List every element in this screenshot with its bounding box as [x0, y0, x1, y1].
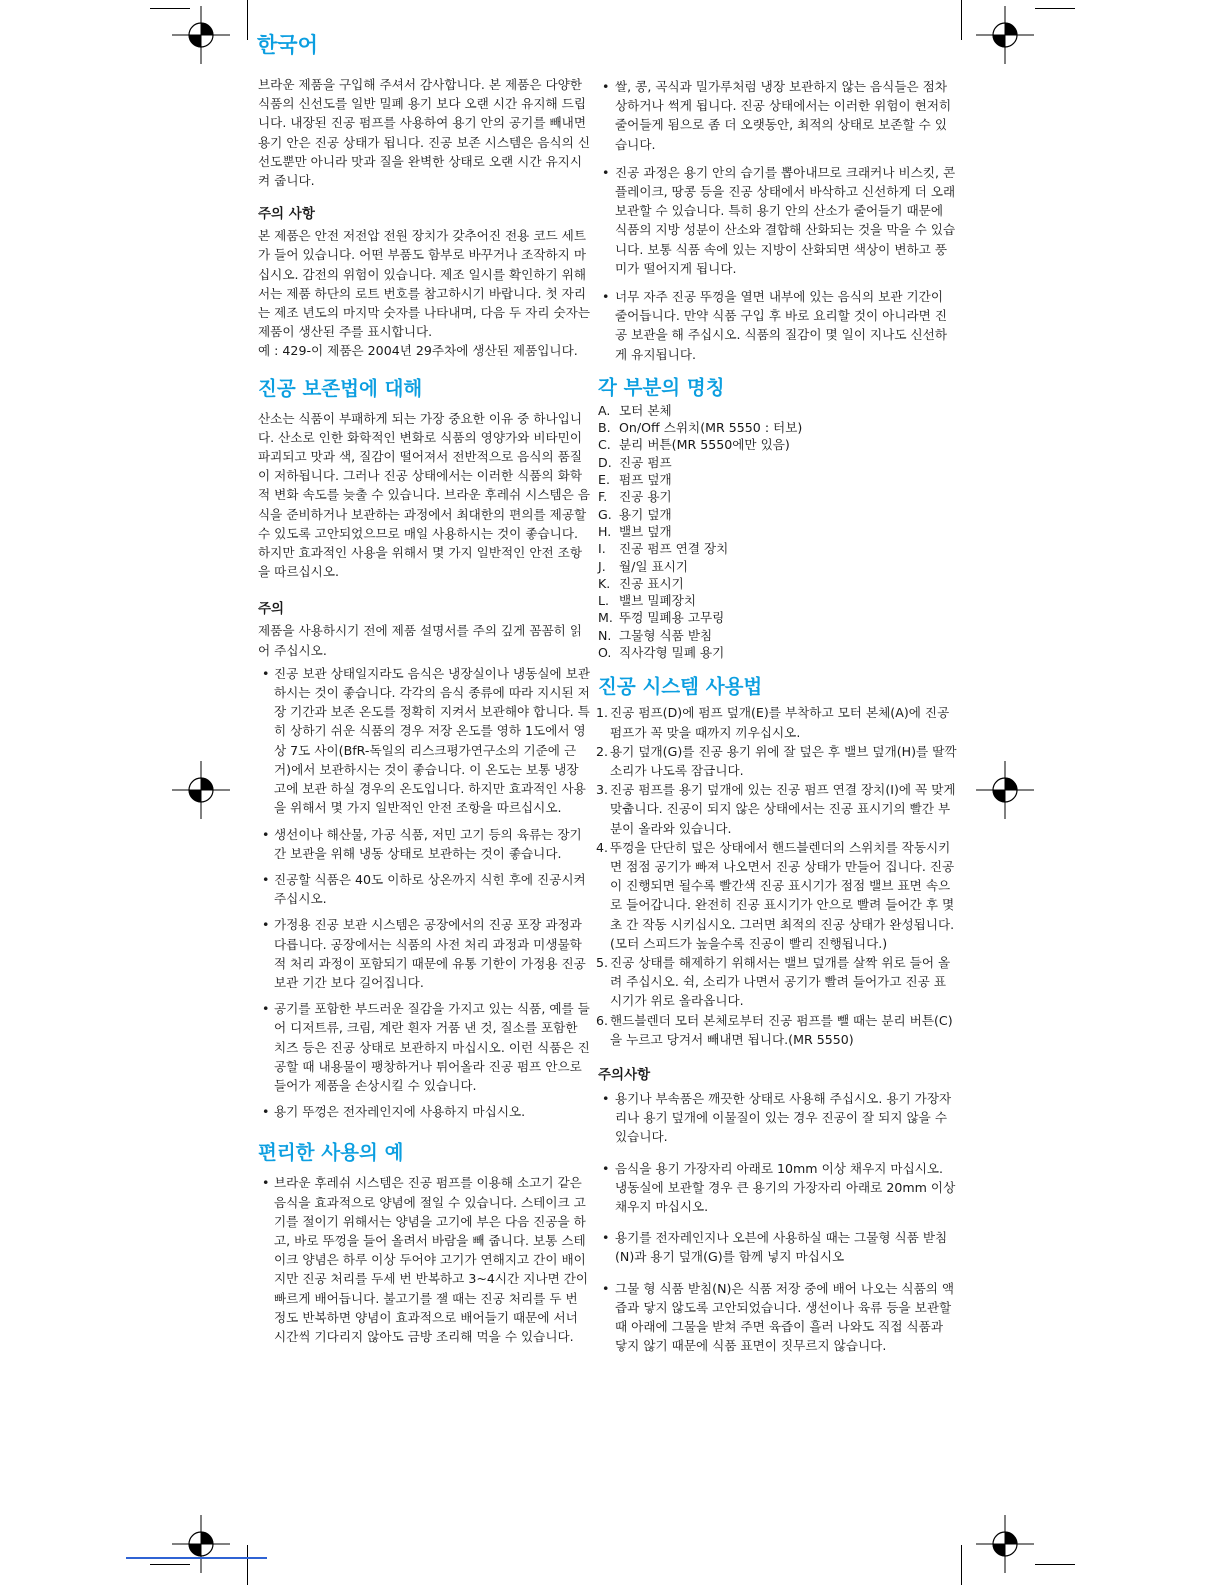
- part-letter: M.: [598, 610, 613, 626]
- part-letter: F.: [598, 489, 608, 505]
- part-name: 진공 용기: [619, 489, 672, 505]
- part-item: [598, 558, 958, 575]
- part-name: On/Off 스위치(MR 5550 : 터보): [619, 420, 803, 436]
- registration-mark-mid-right: [976, 761, 1034, 819]
- trim-mark: [150, 8, 190, 9]
- vacuum-heading: 진공 보존법에 대해: [258, 376, 423, 400]
- part-letter: C.: [598, 437, 611, 453]
- list-item: • 용기 뚜껑은 전자레인지에 사용하지 마십시오.: [258, 1102, 590, 1121]
- step-text: 핸드블렌더 모터 본체로부터 진공 펌프를 뺄 때는 분리 버튼(C)을 누르고 당겨서 빼내면 됩니다.(MR 5550): [610, 1012, 953, 1047]
- part-letter: O.: [598, 645, 612, 660]
- care-heading: 주의사항: [598, 1066, 651, 1083]
- part-name: 직사각형 밀폐 용기: [619, 645, 725, 660]
- part-letter: H.: [598, 523, 612, 539]
- step-item: [598, 703, 958, 741]
- part-name: 밸브 밀폐장치: [619, 593, 696, 609]
- part-letter: A.: [598, 402, 611, 418]
- part-name: 펌프 덮개: [619, 472, 672, 488]
- part-item: [598, 506, 958, 523]
- step-item: [598, 953, 958, 1011]
- part-name: 뚜껑 밀폐용 고무링: [619, 610, 725, 626]
- list-item: • 용기나 부속품은 깨끗한 상태로 사용해 주십시오. 용기 가장자리나 용기 덮개에 이물질이 있는 경우 진공이 잘 되지 않을 수 있습니다.: [598, 1089, 958, 1147]
- part-letter: B.: [598, 420, 611, 436]
- part-item: [598, 488, 958, 505]
- step-number: 1.: [596, 705, 609, 721]
- part-item: [598, 627, 958, 644]
- part-letter: I.: [598, 541, 606, 557]
- left-column: [258, 75, 590, 1353]
- list-item: • 음식을 용기 가장자리 아래로 10mm 이상 채우지 마십시오. 냉동실에 보관할 경우 큰 용기의 가장자리 아래로 20mm 이상 채우지 마십시오.: [598, 1159, 958, 1217]
- vacuum-paragraph-2: 하지만 효과적인 사용을 위해서 몇 가지 일반적인 안전 조항을 따르십시오.: [258, 545, 582, 580]
- note-bullet-list: [258, 664, 590, 1121]
- part-letter: J.: [598, 558, 606, 574]
- step-number: 5.: [596, 954, 609, 970]
- list-item: • 너무 자주 진공 뚜껑을 열면 내부에 있는 음식의 보관 기간이 줄어듭니다. 만약 식품 구입 후 바로 요리할 것이 아니라면 진공 보관을 해 주십시오. 식품의 질감이 몇 일이 지나도 신선하게 유지됩니다.: [598, 287, 958, 364]
- examples-bullet-list: [258, 1173, 590, 1346]
- part-name: 진공 펌프 연결 장치: [619, 541, 729, 557]
- part-item: [598, 575, 958, 592]
- language-title: 한국어: [257, 33, 318, 57]
- step-item: [598, 1011, 958, 1049]
- registration-mark-bottom-right: [976, 1515, 1034, 1573]
- note-heading: 주의: [258, 601, 285, 618]
- part-item: [598, 454, 958, 471]
- list-item: • 그물 형 식품 받침(N)은 식품 저장 중에 배어 나오는 식품의 액즙과 닿지 않도록 고안되었습니다. 생선이나 육류 등을 보관할 때 아래에 그물을 받쳐 주면 육즙이 흘러 나와도 직접 식품과 닿지 않기 때문에 식품 표면이 짓무르지 않습니다.: [598, 1279, 958, 1356]
- list-item: • 생선이나 해산물, 가공 식품, 저민 고기 등의 육류는 장기간 보관을 위해 냉동 상태로 보관하는 것이 좋습니다.: [258, 825, 590, 863]
- part-name: 모터 본체: [619, 402, 672, 418]
- caution-example: 예 : 429-이 제품은 2004년 29주차에 생산된 제품입니다.: [258, 343, 578, 359]
- part-name: 진공 표시기: [619, 575, 684, 591]
- step-number: 2.: [596, 743, 609, 759]
- vacuum-paragraph: 산소는 식품이 부패하게 되는 가장 중요한 이유 중 하나입니다. 산소로 인한 화학적인 변화로 식품의 영양가와 비타민이 파괴되고 맛과 색, 질감이 떨어져서 전반적으로 음식의 품질이 저하됩니다. 그러나 진공 상태에서는 이러한 식품의 화학적 변화 속도를 늦출 수 있습니다. 브라운 후레쉬 시스템은 음식을 준비하거나 보관하는 과정에서 최대한의 편의를 제공할 수 있도록 고안되었으므로 매일 사용하시는 것이 좋습니다.: [258, 410, 591, 541]
- list-item: • 가정용 진공 보관 시스템은 공장에서의 진공 포장 과정과 다릅니다. 공장에서는 식품의 사전 처리 과정과 미생물학적 처리 과정이 포함되기 때문에 유통 기한이 가정용 진공 보관 기간 보다 길어집니다.: [258, 915, 590, 992]
- part-name: 그물형 식품 받침: [619, 627, 713, 643]
- registration-mark-top-left: [172, 6, 230, 64]
- trim-mark: [1035, 1564, 1075, 1565]
- usage-heading: 진공 시스템 사용법: [598, 675, 763, 699]
- step-text: 진공 상태를 해제하기 위해서는 밸브 덮개를 살짝 위로 들어 올려 주십시오. 쉭, 소리가 나면서 공기가 빨려 들어가고 진공 표시기가 위로 올라옵니다.: [610, 954, 951, 1009]
- list-item: • 용기를 전자레인지나 오븐에 사용하실 때는 그물형 식품 받침(N)과 용기 덮개(G)를 함께 넣지 마십시오: [598, 1228, 958, 1266]
- trim-mark: [961, 1545, 962, 1585]
- trim-mark: [247, 0, 248, 40]
- part-item: [598, 471, 958, 488]
- part-name: 밸브 덮개: [619, 523, 672, 539]
- color-strip: [126, 1557, 267, 1559]
- part-item: [598, 644, 958, 661]
- step-item: [598, 838, 958, 953]
- list-item: • 쌀, 콩, 곡식과 밀가루처럼 냉장 보관하지 않는 음식들은 점차 상하거나 썩게 됩니다. 진공 상태에서는 이러한 위험이 현저히 줄어들게 됨으로 좀 더 오랫동안, 최적의 상태로 보존할 수 있습니다.: [598, 77, 958, 154]
- part-name: 진공 펌프: [619, 454, 672, 470]
- part-item: [598, 592, 958, 609]
- list-item: • 진공할 식품은 40도 이하로 상온까지 식힌 후에 진공시켜 주십시오.: [258, 870, 590, 908]
- examples-heading: 편리한 사용의 예: [258, 1141, 404, 1165]
- trim-mark: [150, 1564, 190, 1565]
- step-text: 진공 펌프를 용기 덮개에 있는 진공 펌프 연결 장치(I)에 꼭 맞게 맞춥니다. 진공이 되지 않은 상태에서는 진공 표시기의 빨간 부분이 올라와 있습니다.: [610, 782, 956, 836]
- part-letter: L.: [598, 593, 610, 609]
- part-item: [598, 609, 958, 626]
- part-letter: G.: [598, 506, 612, 522]
- part-name: 분리 버튼(MR 5550에만 있음): [619, 437, 790, 453]
- part-item: [598, 540, 958, 557]
- registration-mark-mid-left: [172, 761, 230, 819]
- storage-bullet-list: [598, 77, 958, 364]
- list-item: • 공기를 포함한 부드러운 질감을 가지고 있는 식품, 예를 들어 디저트류, 크림, 계란 흰자 거품 낸 것, 질소를 포함한 치즈 등은 진공 상태로 보관하지 마십시오. 이런 식품은 진공할 때 내용물이 팽창하거나 튀어올라 진공 펌프 안으로 들어가 제품을 손상시킬 수 있습니다.: [258, 999, 590, 1095]
- list-item: • 진공 보관 상태일지라도 음식은 냉장실이나 냉동실에 보관하시는 것이 좋습니다. 각각의 음식 종류에 따라 지시된 저장 기간과 보존 온도를 정확히 지켜서 보관해야 합니다. 특히 상하기 쉬운 식품의 경우 저장 온도를 영하 1도에서 영상 7도 사이(BfR-독일의 리스크평가연구소의 기준에 근거)에서 보관하시는 것이 좋습니다. 이 온도는 보통 냉장고에 보관 하실 경우의 온도입니다. 하지만 효과적인 사용을 위해서 몇 가지 일반적인 안전 조항을 따르십시오.: [258, 664, 590, 818]
- trim-mark: [961, 0, 962, 40]
- trim-mark: [1035, 8, 1075, 9]
- part-letter: N.: [598, 627, 612, 643]
- step-item: [598, 742, 958, 780]
- step-text: 뚜껑을 단단히 덮은 상태에서 핸드블렌더의 스위치를 작동시키면 점점 공기가 빠져 나오면서 진공 상태가 만들어 집니다. 진공이 진행되면 될수록 빨간색 진공 표시기가 점점 밸브 표면 속으로 들어갑니다. 완전히 진공 표시기가 안으로 빨려 들어간 후 몇 초 간 작동 시키십시오. 그러면 최적의 진공 상태가 완성됩니다. (모터 스피드가 높을수록 진공이 빨리 진행됩니다.): [610, 839, 955, 951]
- usage-steps: [598, 703, 958, 1049]
- part-letter: K.: [598, 575, 611, 591]
- part-item: [598, 419, 958, 436]
- trim-mark: [247, 1545, 248, 1585]
- parts-list: [598, 402, 958, 661]
- step-text: 용기 덮개(G)를 진공 용기 위에 잘 덮은 후 밸브 덮개(H)를 딸깍 소리가 나도록 잠급니다.: [610, 743, 957, 778]
- caution-heading: 주의 사항: [258, 206, 315, 223]
- part-letter: E.: [598, 472, 610, 488]
- part-item: [598, 402, 958, 419]
- list-item: • 브라운 후레쉬 시스템은 진공 펌프를 이용해 소고기 같은 음식을 효과적으로 양념에 절일 수 있습니다. 스테이크 고기를 절이기 위해서는 양념을 고기에 부은 다음 진공을 하고, 바로 뚜껑을 들어 올려서 바람을 빼 줍니다. 보통 스테이크 양념은 하루 이상 두어야 고기가 연해지고 간이 배이지만 진공 처리를 두세 번 반복하고 3~4시간 지나면 간이 빠르게 배어듭니다. 불고기를 잴 때는 진공 처리를 두 번 정도 반복하면 양념이 효과적으로 배어들기 때문에 서너 시간씩 기다리지 않아도 금방 조리해 먹을 수 있습니다.: [258, 1173, 590, 1346]
- note-paragraph: 제품을 사용하시기 전에 제품 설명서를 주의 깊게 꼼꼼히 읽어 주십시오.: [258, 623, 582, 658]
- registration-mark-top-right: [976, 6, 1034, 64]
- step-number: 6.: [596, 1012, 609, 1028]
- part-item: [598, 436, 958, 453]
- right-column: [598, 75, 958, 1362]
- parts-heading: 각 부분의 명칭: [598, 375, 725, 399]
- step-item: [598, 780, 958, 838]
- step-text: 진공 펌프(D)에 펌프 덮개(E)를 부착하고 모터 본체(A)에 진공 펌프가 꼭 맞을 때까지 끼우십시오.: [610, 705, 950, 740]
- caution-paragraph: 본 제품은 안전 저전압 전원 장치가 갖추어진 전용 코드 세트가 들어 있습니다. 어떤 부품도 함부로 바꾸거나 조작하지 마십시오. 감전의 위험이 있습니다. 제조 일시를 확인하기 위해서는 제품 하단의 로트 번호를 참고하시기 바랍니다. 첫 자리는 제조 년도의 마지막 숫자를 나타내며, 다음 두 자리 숫자는 제품이 생산된 주를 표시합니다.: [258, 228, 591, 340]
- part-letter: D.: [598, 454, 612, 470]
- part-name: 용기 덮개: [619, 506, 672, 522]
- part-item: [598, 523, 958, 540]
- part-name: 월/일 표시기: [619, 558, 689, 574]
- intro-paragraph: 브라운 제품을 구입해 주셔서 감사합니다. 본 제품은 다양한 식품의 신선도를 일반 밀폐 용기 보다 오랜 시간 유지해 드립니다. 내장된 진공 펌프를 사용하여 용기 안의 공기를 빼내면 용기 안은 진공 상태가 됩니다. 진공 보존 시스템은 음식의 신선도뿐만 아니라 맛과 질을 완벽한 상태로 오랜 시간 유지시켜 줍니다.: [258, 77, 591, 189]
- step-number: 4.: [596, 839, 609, 855]
- care-bullet-list: [598, 1089, 958, 1355]
- list-item: • 진공 과정은 용기 안의 습기를 뽑아내므로 크래커나 비스킷, 콘플레이크, 땅콩 등을 진공 상태에서 바삭하고 신선하게 더 오래 보관할 수 있습니다. 특히 용기 안의 산소가 줄어들기 때문에 식품의 지방 성분이 산소와 결합해 산화되는 것을 막을 수 있습니다. 보통 식품 속에 있는 지방이 산화되면 색상이 변하고 풍미가 떨어지게 됩니다.: [598, 163, 958, 278]
- step-number: 3.: [596, 782, 609, 798]
